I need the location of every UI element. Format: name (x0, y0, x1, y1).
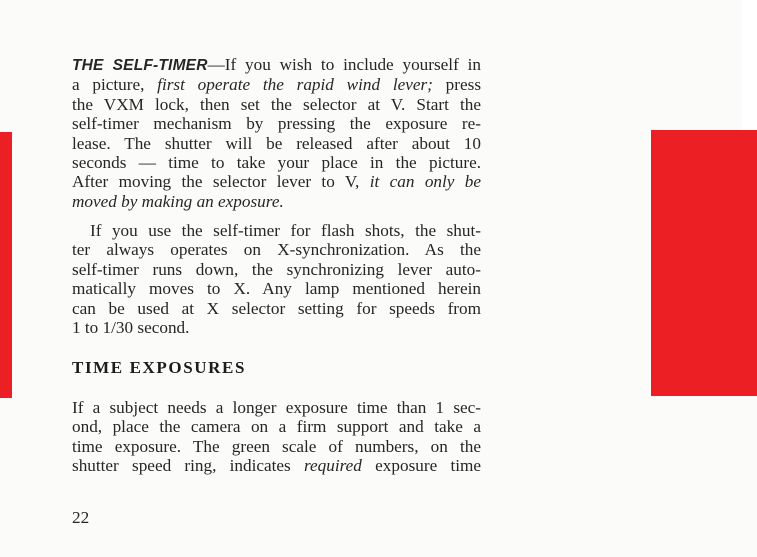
page-number: 22 (72, 508, 90, 527)
emphasis: required (303, 456, 362, 476)
left-red-tab (0, 132, 12, 398)
text-run: After moving the selector lever to V, (72, 172, 370, 192)
text-line: If you use the self-timer for flash shots, the shut- (90, 221, 481, 240)
text-line: ond, place the camera on a firm support and take a (72, 417, 481, 437)
text-line: self-timer mechanism by pressing the exposure re- (72, 114, 481, 134)
text-run: exposure time (361, 456, 481, 476)
text-line: time exposure. The green scale of numbers, on the (72, 436, 481, 456)
text-run: shutter speed ring, indicates (72, 456, 304, 476)
time-exposure-paragraph (72, 398, 481, 476)
text-run: a picture, (72, 75, 158, 95)
page-edge (742, 0, 757, 130)
text-run: press (432, 75, 482, 95)
text-line: can be used at X selector setting for speeds from (72, 298, 481, 318)
section-heading: TIME EXPOSURES (72, 358, 247, 377)
text-line (72, 75, 481, 94)
text-line: self-timer runs down, the synchronizing lever auto- (72, 259, 481, 279)
text-line (72, 172, 481, 191)
emphasis: it can only be (369, 172, 482, 192)
self-timer-paragraph (72, 55, 481, 211)
emphasis: first operate the rapid wind lever; (157, 75, 433, 95)
text-line: lease. The shutter will be released after about 10 (72, 133, 481, 153)
text-line (72, 456, 481, 475)
text-line: If a subject needs a longer exposure time than 1 sec- (72, 398, 481, 417)
text-line: seconds — time to take your place in the picture. (72, 153, 481, 173)
text-line (72, 192, 481, 211)
text-line: 1 to 1/30 second. (72, 318, 190, 338)
flash-paragraph (72, 221, 481, 337)
self-timer-title: THE SELF-TIMER (72, 57, 208, 74)
text-line: matically moves to X. Any lamp mentioned herein (72, 279, 481, 299)
text-line: ter always operates on X-synchronization. As the (72, 240, 481, 260)
text-line (72, 55, 481, 75)
text-line: the VXM lock, then set the selector at V. Start the (72, 94, 481, 114)
text-run: —If you wish to include yourself in (207, 55, 481, 74)
emphasis: moved by making an exposure. (72, 191, 284, 211)
right-red-tab (651, 130, 757, 396)
